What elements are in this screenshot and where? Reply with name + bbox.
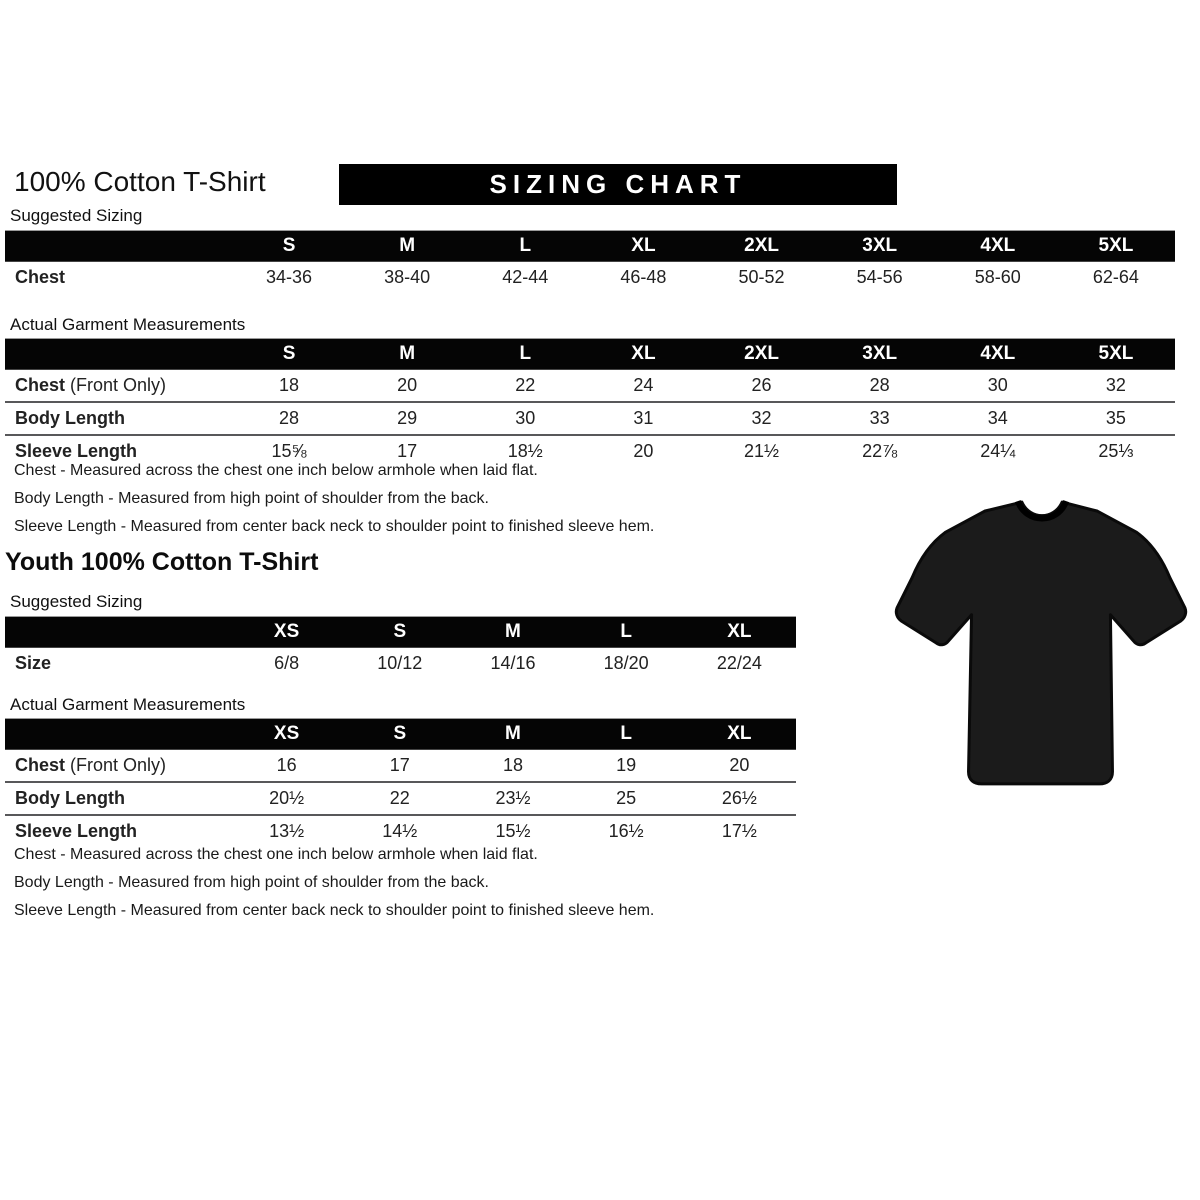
measurement-cell: 18½ [466,435,584,467]
measurement-cell: 58-60 [974,267,1021,287]
adult-suggested-sizing-label: Suggested Sizing [10,206,143,225]
size-header-row [5,617,796,648]
measurement-cell: 22⅞ [821,435,939,467]
size-column-header: L [570,617,683,648]
adult-actual-measurements-table-container [5,338,1175,467]
size-header-row [5,719,796,750]
measurement-cell: 15⅝ [230,435,348,467]
tshirt-body-shape [896,502,1185,784]
size-column-header: 2XL [703,339,821,370]
measurement-cell: 30 [987,375,1008,395]
table-row [5,782,796,815]
size-column-header: 2XL [703,231,821,262]
size-column-header: S [230,231,348,262]
measurement-cell: 18 [502,755,523,775]
measurement-cell: 18/20 [603,653,649,673]
row-label: Size [15,653,52,673]
size-column-header: XL [584,231,702,262]
measurement-note-line: Body Length - Measured from high point of shoulder from the back. [14,490,489,507]
measurement-cell: 22 [343,782,456,815]
measurement-cell: 46-48 [620,267,667,287]
sizing-table [5,718,796,847]
measurement-cell: 33 [821,402,939,435]
measurement-cell: 34-36 [266,267,313,287]
size-column-header: XS [230,719,343,750]
measurement-cell: 13½ [230,815,343,847]
measurement-cell: 30 [466,402,584,435]
measurement-cell: 26 [751,375,772,395]
size-column-header: L [466,339,584,370]
adult-actual-measurements-label: Actual Garment Measurements [10,315,246,334]
measurement-cell: 18 [279,375,300,395]
row-label: Body Length [5,402,230,435]
measurement-cell: 42-44 [502,267,549,287]
size-column-header: M [456,617,569,648]
tshirt-collar [1018,501,1066,518]
sizing-table [5,230,1175,293]
size-header-spacer [5,719,230,750]
size-column-header: M [456,719,569,750]
size-column-header: S [230,339,348,370]
measurement-cell: 23½ [456,782,569,815]
size-header-spacer [5,231,230,262]
measurement-note-line: Body Length - Measured from high point of shoulder from the back. [14,874,489,891]
table-row [5,402,1175,435]
youth-suggested-sizing-label: Suggested Sizing [10,592,143,611]
measurement-cell: 34 [939,402,1057,435]
youth-section-title: Youth 100% Cotton T-Shirt [5,548,319,576]
measurement-note-line: Sleeve Length - Measured from center back neck to shoulder point to finished sleeve hem. [14,902,655,919]
tshirt-product-image [886,488,1198,802]
size-column-header: XL [584,339,702,370]
measurement-cell: 10/12 [377,653,423,673]
measurement-cell: 6/8 [274,653,300,673]
size-column-header: 5XL [1057,339,1175,370]
size-column-header: XL [683,617,796,648]
measurement-cell: 38-40 [384,267,431,287]
size-column-header: S [343,719,456,750]
measurement-cell: 16 [276,755,297,775]
row-label: Chest (Front Only) [15,375,167,395]
measurement-cell: 54-56 [856,267,903,287]
size-header-row [5,231,1175,262]
measurement-cell: 20 [397,375,418,395]
size-header-row [5,339,1175,370]
size-column-header: XS [230,617,343,648]
sizing-table [5,616,796,679]
size-column-header: XL [683,719,796,750]
black-tshirt-illustration [886,488,1198,802]
measurement-cell: 28 [230,402,348,435]
measurement-cell: 26½ [683,782,796,815]
measurement-cell: 35 [1057,402,1175,435]
measurement-cell: 62-64 [1092,267,1139,287]
size-header-spacer [5,617,230,648]
measurement-cell: 24 [633,375,654,395]
table-row [5,370,1175,403]
measurement-cell: 15½ [456,815,569,847]
measurement-cell: 31 [584,402,702,435]
measurement-cell: 14/16 [490,653,536,673]
sizing-table [5,338,1175,467]
measurement-cell: 17 [389,755,410,775]
row-label: Sleeve Length [5,435,230,467]
measurement-cell: 16½ [570,815,683,847]
row-label: Body Length [5,782,230,815]
size-column-header: M [348,231,466,262]
measurement-cell: 22/24 [716,653,762,673]
measurement-cell: 17 [348,435,466,467]
size-column-header: S [343,617,456,648]
measurement-cell: 32 [703,402,821,435]
sizing-chart-banner: SIZING CHART [339,164,897,205]
size-column-header: M [348,339,466,370]
table-row [5,750,796,783]
row-label: Sleeve Length [5,815,230,847]
page-title: 100% Cotton T-Shirt [14,166,266,197]
measurement-note-line: Chest - Measured across the chest one inch below armhole when laid flat. [14,846,538,863]
measurement-cell: 29 [348,402,466,435]
measurement-cell: 25 [570,782,683,815]
size-column-header: 5XL [1057,231,1175,262]
measurement-note-line: Chest - Measured across the chest one inch below armhole when laid flat. [14,462,538,479]
size-column-header: L [570,719,683,750]
table-row [5,815,796,847]
measurement-cell: 32 [1105,375,1126,395]
row-label: Chest [15,267,66,287]
youth-measurement-notes [14,844,654,928]
measurement-cell: 25⅓ [1057,435,1175,467]
size-header-spacer [5,339,230,370]
measurement-cell: 20 [729,755,750,775]
table-row [5,648,796,680]
measurement-cell: 14½ [343,815,456,847]
size-column-header: 4XL [939,231,1057,262]
adult-measurement-notes [14,460,654,544]
adult-suggested-sizing-table-container [5,230,1175,293]
measurement-cell: 22 [515,375,536,395]
measurement-note-line: Sleeve Length - Measured from center back neck to shoulder point to finished sleeve hem. [14,518,655,535]
measurement-cell: 17½ [683,815,796,847]
measurement-cell: 24¼ [939,435,1057,467]
measurement-cell: 19 [616,755,637,775]
size-column-header: 4XL [939,339,1057,370]
youth-suggested-sizing-table-container [5,616,796,679]
measurement-cell: 21½ [703,435,821,467]
size-column-header: L [466,231,584,262]
size-column-header: 3XL [821,231,939,262]
measurement-cell: 28 [869,375,890,395]
size-column-header: 3XL [821,339,939,370]
table-row [5,262,1175,294]
measurement-cell: 50-52 [738,267,785,287]
measurement-cell: 20 [584,435,702,467]
measurement-cell: 20½ [230,782,343,815]
row-label: Chest (Front Only) [15,755,167,775]
youth-actual-measurements-table-container [5,718,796,847]
youth-actual-measurements-label: Actual Garment Measurements [10,695,246,714]
